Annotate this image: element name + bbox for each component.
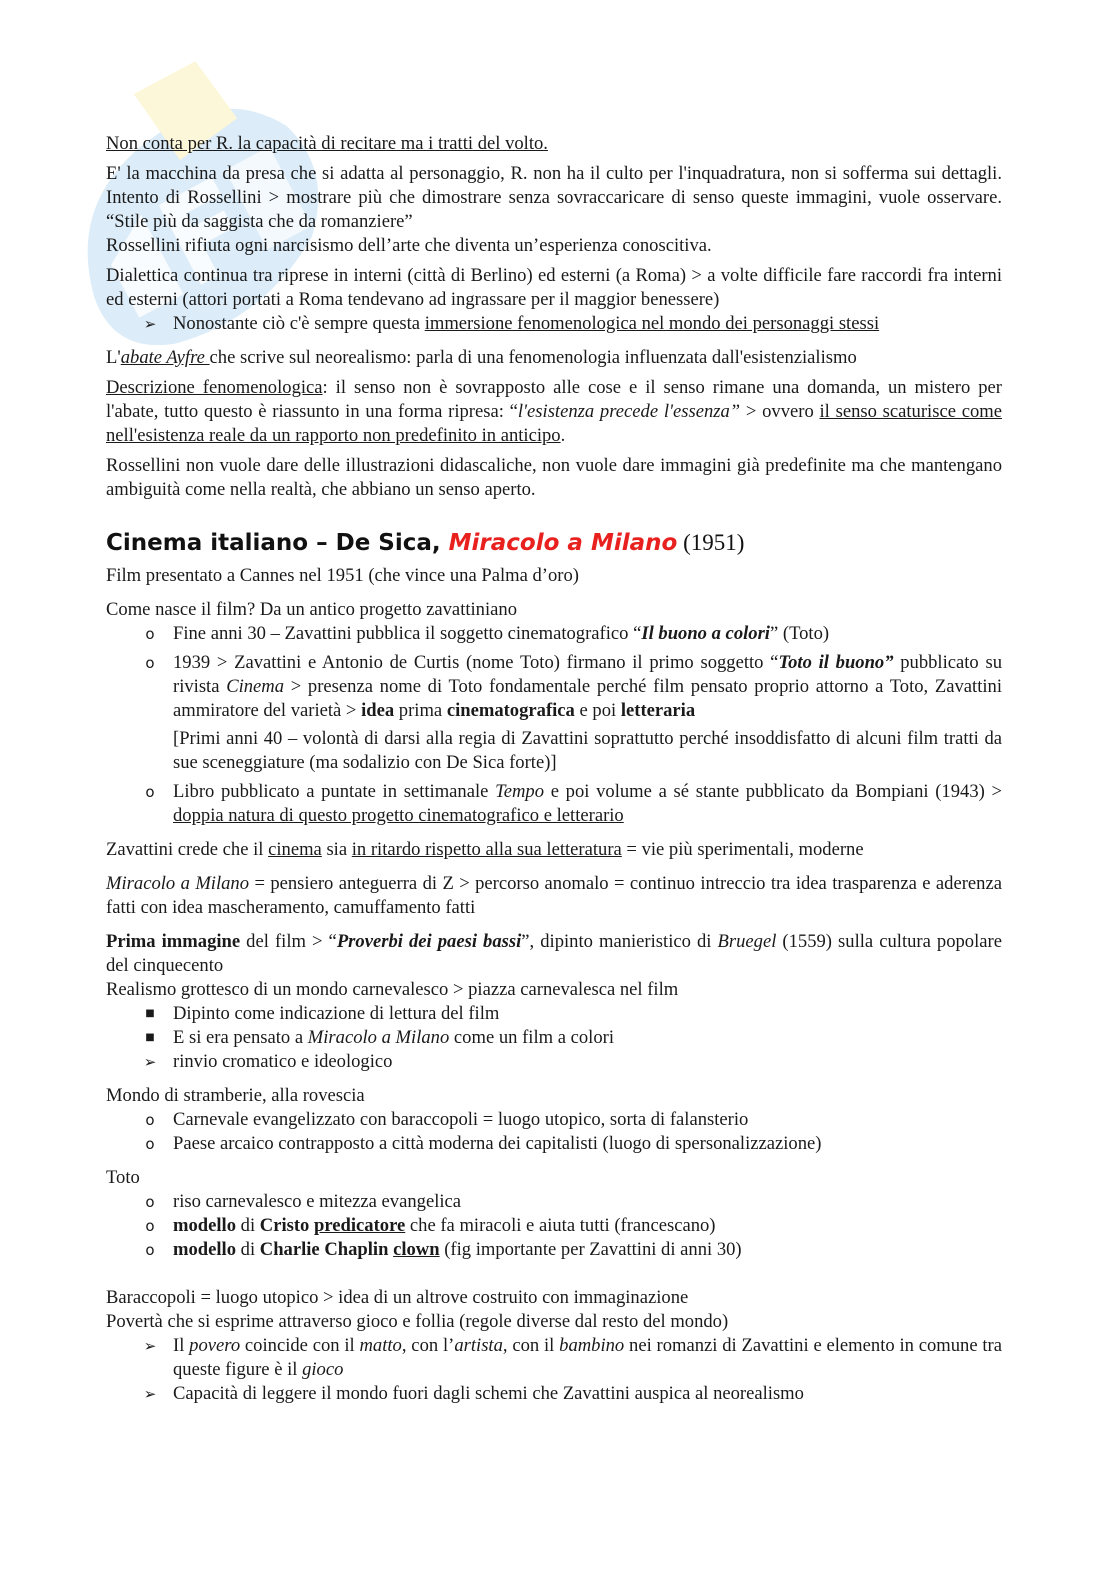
square-bullet-icon: ■ (145, 1032, 155, 1043)
list-mondo (106, 1108, 1002, 1156)
paragraph-toto: Toto (106, 1167, 140, 1188)
section-heading: Cinema italiano – De Sica, Miracolo a Milano (1951) (106, 530, 745, 556)
list-item: o Fine anni 30 – Zavattini pubblica il soggetto cinematografico “Il buono a colori” (Toto) (106, 622, 1002, 646)
list-toto (106, 1190, 1002, 1262)
bracket-note: [Primi anni 40 – volontà di darsi alla regia di Zavattini soprattutto perché insoddisfatto di alcuni film tratti da sue sceneggiature (ma sodalizio con De Sica forte)] (173, 728, 1002, 773)
list-item: o modello di Charlie Chaplin clown (fig importante per Zavattini di anni 30) (106, 1238, 1002, 1262)
arrow-bullet-icon: ➢ (143, 1385, 157, 1403)
paragraph-poverta: Povertà che si esprime attraverso gioco e follia (regole diverse dal resto del mondo) (106, 1311, 729, 1332)
paragraph-baraccopoli: Baraccopoli = luogo utopico > idea di un altrove costruito con immaginazione (106, 1287, 689, 1308)
paragraph-narcisismo: Rossellini rifiuta ogni narcisismo dell’arte che diventa un’esperienza conoscitiva. (106, 235, 712, 256)
list-item: o Libro pubblicato a puntate in settimanale Tempo e poi volume a sé stante pubblicato da Bompiani (1943) > doppia natura di questo progetto cinematografico e letterario (106, 780, 1002, 828)
arrow-bullet-icon: ➢ (143, 315, 157, 333)
list-item: o 1939 > Zavattini e Antonio de Curtis (nome Toto) firmano il primo soggetto “Toto il buono” pubblicato su rivista Cinema > presenza nome di Toto fondamentale perché film pensato proprio attorno a Toto, Zavattini ammiratore del varietà > idea prima cinematografica e poi letteraria [Primi anni 40 – volontà di darsi alla regia di Zavattini soprattutto perché insoddisfatto di alcuni film tratti da sue sceneggiature (ma sodalizio con De Sica forte)] (106, 651, 1002, 775)
list-item: ■ E si era pensato a Miracolo a Milano come un film a colori (106, 1026, 1002, 1050)
arrow-bullet-icon: ➢ (143, 1053, 157, 1071)
paragraph-pensiero: Miracolo a Milano = pensiero anteguerra di Z > percorso anomalo = continuo intreccio tra idea trasparenza e aderenza fatti con idea mascheramento, camuffamento fatti (106, 873, 1002, 918)
list-item: ➢ Il povero coincide con il matto, con l’artista, con il bambino nei romanzi di Zavattini e elemento in comune tra queste figure è il gioco (106, 1334, 1002, 1382)
list-item: ➢ Nonostante ciò c'è sempre questa immersione fenomenologica nel mondo dei personaggi stessi (106, 312, 1002, 336)
arrow-bullet-icon: ➢ (143, 1337, 157, 1355)
circle-bullet-icon: o (145, 1241, 155, 1259)
circle-bullet-icon: o (145, 625, 155, 643)
list-item: o modello di Cristo predicatore che fa miracoli e aiuta tutti (francescano) (106, 1214, 1002, 1238)
list-item: o riso carnevalesco e mitezza evangelica (106, 1190, 1002, 1214)
paragraph-ayfre: L'abate Ayfre che scrive sul neorealismo: parla di una fenomenologia influenzata dall'esistenzialismo (106, 347, 857, 368)
circle-bullet-icon: o (145, 1193, 155, 1211)
paragraph-descrizione: Descrizione fenomenologica: il senso non è sovrapposto alle cose e il senso rimane una domanda, un mistero per l'abate, tutto questo è riassunto in una forma ripresa: “l'esistenza precede l'essenza” > ovvero il senso scaturisce come nell'esistenza reale da un rapporto non predefinito in anticipo. (106, 377, 1002, 446)
paragraph-dialettica: Dialettica continua tra riprese in interni (città di Berlino) ed esterni (a Roma) > a volte difficile fare raccordi fra interni ed esterni (attori portati a Roma tendevano ad ingrassare per il maggior benessere) (106, 265, 1002, 310)
paragraph-stramberie: Mondo di stramberie, alla rovescia (106, 1085, 365, 1106)
paragraph-ritardo: Zavattini crede che il cinema sia in ritardo rispetto alla sua letteratura = vie più sperimentali, moderne (106, 839, 864, 860)
list-figure (106, 1334, 1002, 1406)
paragraph-prima-immagine: Prima immagine del film > “Proverbi dei paesi bassi”, dipinto manieristico di Bruegel (1559) sulla cultura popolare del cinquecento (106, 931, 1002, 976)
list-origini (106, 622, 1002, 828)
document-page (106, 132, 1002, 1406)
paragraph-come-nasce: Come nasce il film? Da un antico progetto zavattiniano (106, 599, 517, 620)
list-item: ➢ Capacità di leggere il mondo fuori dagli schemi che Zavattini auspica al neorealismo (106, 1382, 1002, 1406)
paragraph-didascaliche: Rossellini non vuole dare delle illustrazioni didascaliche, non vuole dare immagini già predefinite ma che mantengano ambiguità come nella realtà, che abbiano un senso aperto. (106, 455, 1002, 500)
square-bullet-icon: ■ (145, 1008, 155, 1019)
list-item: o Carnevale evangelizzato con baraccopoli = luogo utopico, sorta di falansterio (106, 1108, 1002, 1132)
circle-bullet-icon: o (145, 654, 155, 672)
list-item: o Paese arcaico contrapposto a città moderna dei capitalisti (luogo di spersonalizzazione) (106, 1132, 1002, 1156)
paragraph-volto: Non conta per R. la capacità di recitare ma i tratti del volto. (106, 133, 548, 154)
circle-bullet-icon: o (145, 783, 155, 801)
circle-bullet-icon: o (145, 1135, 155, 1153)
paragraph-realismo: Realismo grottesco di un mondo carnevalesco > piazza carnevalesca nel film (106, 979, 679, 1000)
list-item: ■ Dipinto come indicazione di lettura del film (106, 1002, 1002, 1026)
bullet-list-immersione (106, 312, 1002, 336)
circle-bullet-icon: o (145, 1111, 155, 1129)
circle-bullet-icon: o (145, 1217, 155, 1235)
paragraph-macchina: E' la macchina da presa che si adatta al personaggio, R. non ha il culto per l'inquadratura, non si sofferma sui dettagli. Intento di Rossellini > mostrare più che dimostrare senza sovraccaricare di senso queste immagini, vuole osservare. “Stile più da saggista che da romanziere” (106, 163, 1002, 232)
list-item: ➢ rinvio cromatico e ideologico (106, 1050, 1002, 1074)
paragraph-cannes: Film presentato a Cannes nel 1951 (che vince una Palma d’oro) (106, 565, 579, 586)
list-dipinto (106, 1002, 1002, 1074)
